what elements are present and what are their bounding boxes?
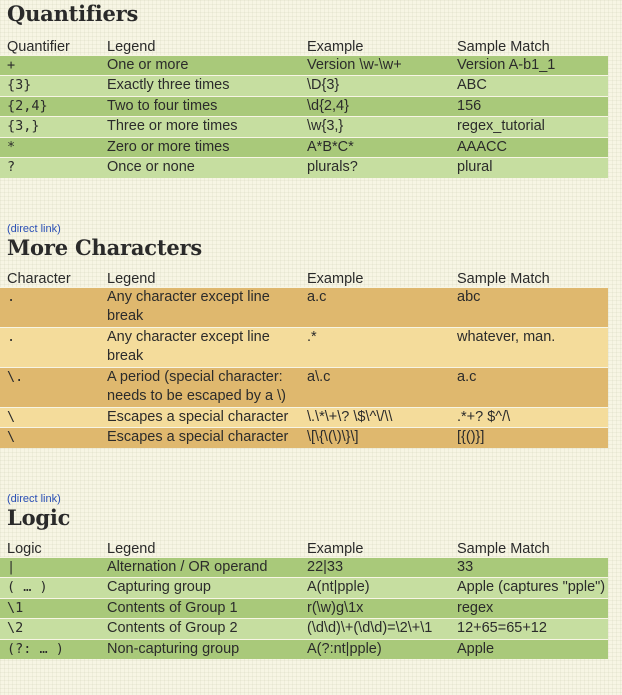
table-cell: \D{3}	[300, 76, 450, 97]
table-cell: .*	[300, 327, 450, 367]
table-cell: 33	[450, 557, 608, 578]
table-header-row	[0, 34, 608, 55]
quantifiers-table	[0, 34, 608, 178]
logic-table	[0, 536, 608, 659]
table-cell: Escapes a special character	[100, 428, 300, 448]
column-header: Sample Match	[457, 38, 550, 55]
table-header-row	[0, 266, 608, 287]
table-cell: .	[0, 327, 100, 367]
column-header: Logic	[7, 540, 42, 557]
table-cell: plural	[450, 158, 608, 178]
column-header: Example	[307, 540, 364, 557]
table-cell: regex_tutorial	[450, 117, 608, 138]
table-row	[0, 407, 608, 428]
more-characters-section	[0, 222, 608, 448]
table-cell: a.c	[450, 367, 608, 407]
table-row	[0, 158, 608, 178]
section-title-logic: Logic	[7, 505, 71, 530]
table-cell: Apple (captures "pple")	[450, 578, 608, 599]
table-cell: Three or more times	[100, 117, 300, 138]
table-row	[0, 598, 608, 619]
table-cell: {2,4}	[0, 96, 100, 117]
table-cell: r(\w)g\1x	[300, 598, 450, 619]
table-cell: \[\{\(\)\}\]	[300, 428, 450, 448]
table-row	[0, 428, 608, 448]
direct-link[interactable]: (direct link)	[7, 493, 61, 505]
table-cell: ?	[0, 158, 100, 178]
table-cell: (?: … )	[0, 639, 100, 659]
table-cell: {3}	[0, 76, 100, 97]
table-row	[0, 287, 608, 327]
table-row	[0, 96, 608, 117]
table-cell: regex	[450, 598, 608, 619]
table-cell: Once or none	[100, 158, 300, 178]
table-cell: 12+65=65+12	[450, 619, 608, 640]
table-cell: Exactly three times	[100, 76, 300, 97]
table-row	[0, 327, 608, 367]
table-cell: abc	[450, 287, 608, 327]
table-cell: Apple	[450, 639, 608, 659]
column-header: Legend	[107, 38, 156, 55]
table-cell: \w{3,}	[300, 117, 450, 138]
section-title-more-characters: More Characters	[7, 235, 202, 260]
column-header: Legend	[107, 540, 156, 557]
table-cell: A period (special character: needs to be escaped by a \)	[100, 367, 300, 407]
table-row	[0, 557, 608, 578]
table-cell: Two to four times	[100, 96, 300, 117]
table-cell: AAACC	[450, 137, 608, 158]
table-cell: Any character except line break	[100, 327, 300, 367]
table-cell: .	[0, 287, 100, 327]
table-cell: \.\*\+\? \$\^\/\\	[300, 407, 450, 428]
table-cell: {3,}	[0, 117, 100, 138]
table-cell: Version A-b1_1	[450, 55, 608, 76]
table-cell: Alternation / OR operand	[100, 557, 300, 578]
table-cell: \2	[0, 619, 100, 640]
table-cell: a.c	[300, 287, 450, 327]
table-row	[0, 117, 608, 138]
table-cell: Non-capturing group	[100, 639, 300, 659]
table-cell: .*+? $^/\	[450, 407, 608, 428]
table-cell: Contents of Group 2	[100, 619, 300, 640]
logic-section	[0, 492, 608, 659]
column-header: Example	[307, 38, 364, 55]
table-cell: +	[0, 55, 100, 76]
table-cell: [{()}]	[450, 428, 608, 448]
column-header: Sample Match	[457, 540, 550, 557]
table-cell: \.	[0, 367, 100, 407]
column-header: Character	[7, 270, 71, 287]
table-cell: Version \w-\w+	[300, 55, 450, 76]
table-cell: \	[0, 407, 100, 428]
table-cell: Escapes a special character	[100, 407, 300, 428]
table-row	[0, 76, 608, 97]
table-cell: 22|33	[300, 557, 450, 578]
table-cell: plurals?	[300, 158, 450, 178]
more-characters-table	[0, 266, 608, 448]
table-row	[0, 639, 608, 659]
table-row	[0, 619, 608, 640]
table-cell: One or more	[100, 55, 300, 76]
quantifiers-section	[0, 2, 608, 178]
table-cell: (\d\d)\+(\d\d)=\2\+\1	[300, 619, 450, 640]
table-cell: A*B*C*	[300, 137, 450, 158]
table-cell: A(?:nt|pple)	[300, 639, 450, 659]
column-header: Example	[307, 270, 364, 287]
table-row	[0, 367, 608, 407]
table-cell: \	[0, 428, 100, 448]
table-cell: 156	[450, 96, 608, 117]
table-cell: Zero or more times	[100, 137, 300, 158]
table-row	[0, 578, 608, 599]
table-cell: \1	[0, 598, 100, 619]
table-cell: |	[0, 557, 100, 578]
table-cell: a\.c	[300, 367, 450, 407]
table-cell: *	[0, 137, 100, 158]
table-row	[0, 55, 608, 76]
table-cell: \d{2,4}	[300, 96, 450, 117]
table-header-row	[0, 536, 608, 557]
column-header: Quantifier	[7, 38, 70, 55]
direct-link[interactable]: (direct link)	[7, 223, 61, 235]
section-title-quantifiers: Quantifiers	[7, 1, 139, 26]
table-cell: ( … )	[0, 578, 100, 599]
column-header: Legend	[107, 270, 156, 287]
table-cell: Capturing group	[100, 578, 300, 599]
table-cell: whatever, man.	[450, 327, 608, 367]
table-row	[0, 137, 608, 158]
table-cell: Any character except line break	[100, 287, 300, 327]
table-cell: Contents of Group 1	[100, 598, 300, 619]
table-cell: ABC	[450, 76, 608, 97]
column-header: Sample Match	[457, 270, 550, 287]
table-cell: A(nt|pple)	[300, 578, 450, 599]
